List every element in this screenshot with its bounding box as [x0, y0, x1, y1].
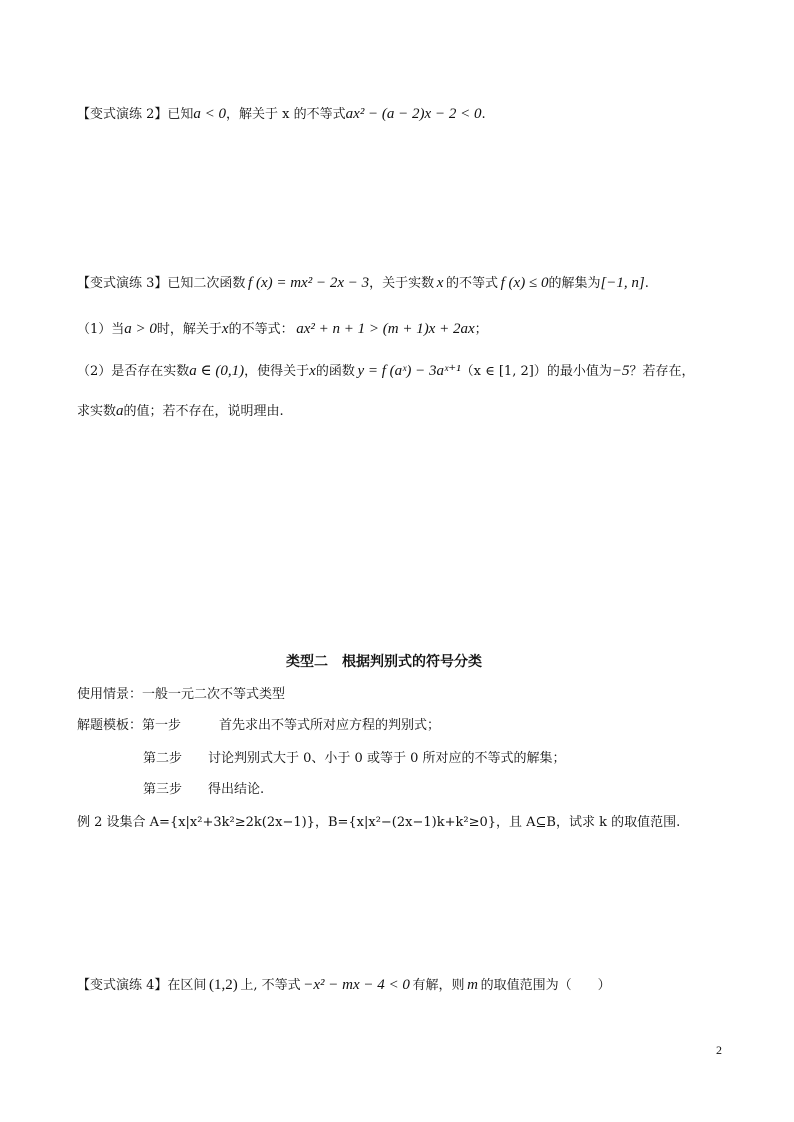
exercise-4-text3: 有解，则	[412, 978, 465, 993]
part-1-condition: a > 0	[124, 321, 157, 337]
template-step-2	[143, 751, 566, 767]
exercise-4-text2: 上, 不等式	[240, 978, 301, 993]
exercise-3	[77, 274, 649, 292]
exercise-3-label: 【变式演练 3】	[77, 276, 168, 291]
exercise-3-var: x	[436, 275, 444, 291]
part-2-text4: ？若存在，	[629, 364, 695, 379]
part-1-var: x	[221, 321, 229, 337]
exercise-2-prefix: 已知	[167, 107, 194, 122]
exercise-3-part-1	[77, 320, 488, 338]
exercise-3-mid1: ，关于实数	[369, 276, 435, 291]
exercise-4-text1: 在区间	[167, 978, 207, 993]
exercise-3-intro: 已知二次函数	[167, 276, 246, 291]
exercise-3-part-2	[77, 362, 694, 380]
part-2-number: （2）是否存在实数	[77, 364, 190, 379]
part-1-text1: 时，解关于	[156, 322, 222, 337]
exercise-3-mid2: 的不等式	[446, 276, 499, 291]
part-1-number: （1）当	[77, 322, 125, 337]
exercise-2-condition: a < 0	[193, 106, 227, 122]
example-2: 例 2 设集合 A={x|x²+3k²≥2k(2x−1)}，B={x|x²−(2x−1)k+k²≥0}，且 A⊆B，试求 k 的取值范围.	[77, 815, 681, 830]
step-1-text: 首先求出不等式所对应方程的判别式；	[219, 718, 441, 733]
template-step-1	[77, 718, 440, 734]
exercise-2	[77, 105, 486, 123]
part-2-a: a	[116, 403, 124, 419]
exercise-2-end: .	[481, 107, 486, 122]
exercise-2-label: 【变式演练 2】	[77, 107, 168, 122]
exercise-3-function: f (x) = mx² − 2x − 3	[248, 275, 370, 291]
exercise-4-inequality: −x² − mx − 4 < 0	[303, 977, 410, 993]
exercise-4-label: 【变式演练 4】	[77, 978, 168, 993]
exercise-3-part-2-cont	[77, 402, 284, 420]
exercise-3-mid3: 的解集为	[548, 276, 601, 291]
usage-line: 使用情景：一般一元二次不等式类型	[77, 687, 286, 702]
step-2-text: 讨论判别式大于 0、小于 0 或等于 0 所对应的不等式的解集；	[208, 751, 566, 766]
part-2-text3: 的最小值为	[546, 364, 612, 379]
step-2-label: 第二步	[143, 751, 183, 766]
step-3-text: 得出结论.	[208, 782, 265, 797]
page-number: 2	[716, 1043, 722, 1057]
exercise-2-inequality: ax² − (a − 2)x − 2 < 0	[345, 106, 482, 122]
part-2-function: y = f (aˣ) − 3aˣ⁺¹	[357, 363, 461, 379]
part-1-end: ；	[474, 322, 488, 337]
exercise-4-m: m	[467, 977, 478, 993]
part-2-var: x	[309, 363, 316, 379]
part-2-text1: ，使得关于	[244, 364, 310, 379]
exercise-3-solution-set: [−1, n]	[600, 275, 645, 291]
section-heading: 类型二 根据判别式的符号分类	[286, 654, 482, 670]
exercise-3-end: .	[644, 276, 649, 291]
exercise-3-inequality: f (x) ≤ 0	[500, 275, 549, 291]
exercise-4-interval: (1,2)	[209, 977, 238, 993]
part-2-domain: （x ∈ [1, 2]）	[460, 364, 547, 379]
part-1-text2: 的不等式：	[228, 322, 294, 337]
exercise-4-text4: 的取值范围为（ ）	[480, 978, 611, 993]
part-2-value: −5	[611, 363, 630, 379]
part-2-condition: a ∈ (0,1)	[189, 363, 245, 379]
exercise-4	[77, 976, 611, 994]
part-1-inequality: ax² + n + 1 > (m + 1)x + 2ax	[296, 321, 475, 337]
template-label: 解题模板：	[77, 718, 143, 733]
exercise-2-mid: ，解关于 x 的不等式	[226, 107, 346, 122]
step-3-label: 第三步	[143, 782, 183, 797]
template-step-3	[143, 782, 264, 798]
step-1-label: 第一步	[142, 718, 182, 733]
part-2-line2a: 求实数	[77, 404, 117, 419]
part-2-text2: 的函数	[315, 364, 355, 379]
part-2-line2b: 的值；若不存在，说明理由.	[123, 404, 284, 419]
